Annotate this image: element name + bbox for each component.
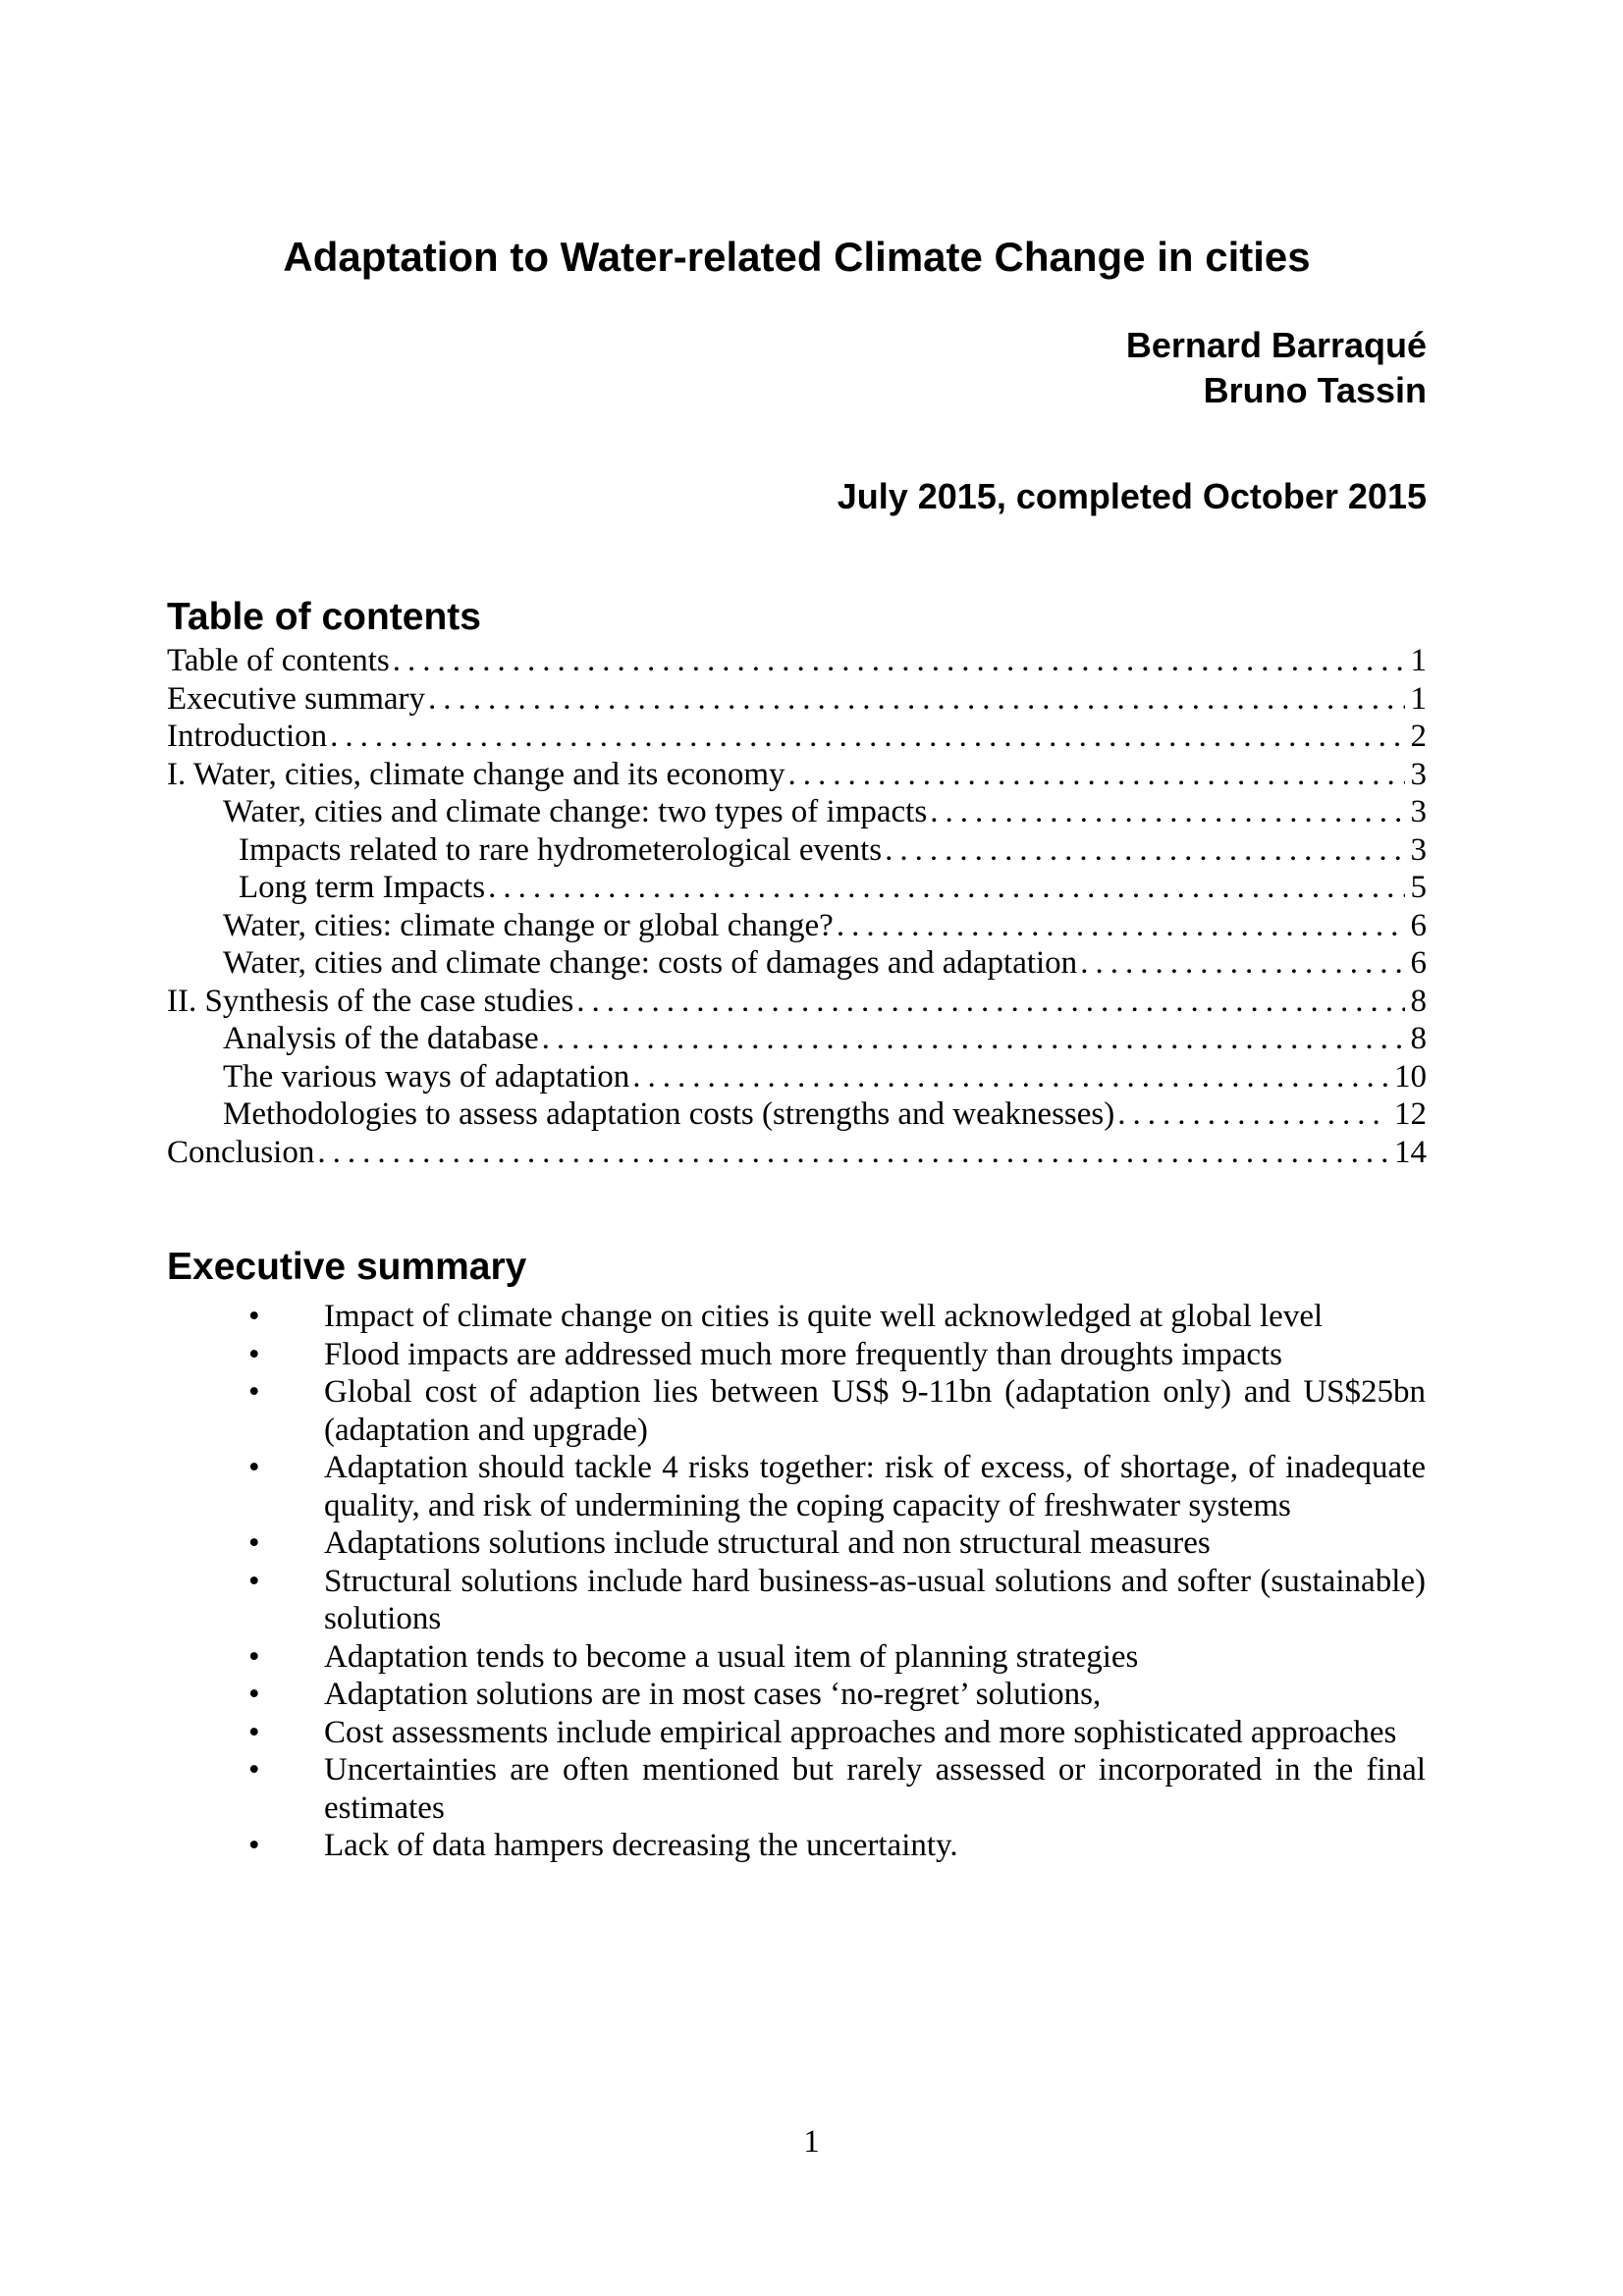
page-number: 1: [803, 2124, 820, 2160]
toc-page-number: 12: [1394, 1096, 1427, 1132]
toc-heading: Table of contents: [167, 596, 481, 638]
toc-entry: [167, 756, 1427, 794]
author-name: Bruno Tassin: [1203, 370, 1427, 410]
toc-leader-dots: [632, 1058, 1388, 1096]
toc-entry-label: Executive summary: [167, 680, 426, 717]
toc-entry-label: Table of contents: [167, 643, 390, 678]
toc-entry-label: II. Synthesis of the case studies: [167, 983, 574, 1019]
toc-leader-dots: [428, 680, 1404, 719]
toc-page-number: 1: [1410, 643, 1427, 678]
author-block: [167, 323, 1427, 413]
toc-entry: [167, 907, 1427, 945]
author-name: Bernard Barraqué: [1125, 325, 1427, 365]
toc-entry: [167, 944, 1427, 983]
bullet-item: • Impact of climate change on cities is quite well acknowledged at global level: [324, 1298, 1426, 1336]
toc-leader-dots: [930, 793, 1404, 831]
toc-entry-label: The various ways of adaptation: [223, 1058, 630, 1095]
toc-leader-dots: [1117, 1095, 1388, 1134]
toc-page-number: 8: [1410, 1021, 1427, 1056]
bullet-item: • Adaptation solutions are in most cases ‘no-regret’ solutions,: [324, 1676, 1426, 1714]
bullet-item: • Flood impacts are addressed much more frequently than droughts impacts: [324, 1336, 1426, 1374]
toc-page-number: 6: [1410, 907, 1427, 943]
toc-entry: [167, 718, 1427, 756]
toc-entry: [167, 1058, 1427, 1096]
toc-page-number: 1: [1410, 680, 1427, 717]
toc-list: [167, 642, 1427, 1171]
document-title: Adaptation to Water-related Climate Change in cities: [283, 234, 1311, 280]
toc-entry-label: Long term Impacts: [239, 870, 486, 905]
toc-entry: [167, 869, 1427, 907]
executive-summary-heading: Executive summary: [167, 1246, 527, 1288]
toc-entry-label: Introduction: [167, 719, 328, 754]
toc-leader-dots: [488, 869, 1404, 907]
executive-summary-bullets: [324, 1298, 1426, 1865]
bullet-item: • Structural solutions include hard business-as-usual solutions and softer (sustainable) solutions: [324, 1563, 1426, 1638]
toc-entry-label: Water, cities: climate change or global change?: [223, 907, 834, 943]
toc-page-number: 3: [1410, 831, 1427, 868]
toc-entry: [167, 793, 1427, 831]
toc-entry-label: Water, cities and climate change: costs of damages and adaptation: [223, 945, 1078, 981]
toc-entry: [167, 680, 1427, 719]
bullet-item: • Global cost of adaption lies between US$ 9-11bn (adaptation only) and US$25bn (adaptation and upgrade): [324, 1373, 1426, 1449]
date-line: July 2015, completed October 2015: [837, 476, 1427, 516]
toc-entry: [167, 831, 1427, 870]
toc-page-number: 2: [1410, 719, 1427, 754]
toc-leader-dots: [542, 1020, 1405, 1058]
bullet-item: • Adaptations solutions include structural and non structural measures: [324, 1524, 1426, 1563]
toc-entry-label: Water, cities and climate change: two types of impacts: [223, 794, 928, 829]
toc-entry-label: Methodologies to assess adaptation costs (strengths and weaknesses): [223, 1096, 1115, 1132]
toc-entry-label: Analysis of the database: [223, 1021, 539, 1056]
toc-page-number: 3: [1410, 794, 1427, 829]
toc-page-number: 10: [1394, 1058, 1427, 1095]
toc-leader-dots: [576, 983, 1404, 1021]
toc-page-number: 8: [1410, 983, 1427, 1019]
bullet-item: • Adaptation should tackle 4 risks together: risk of excess, of shortage, of inadequate quality, and risk of undermining the coping capacity of freshwater systems: [324, 1449, 1426, 1524]
toc-leader-dots: [885, 831, 1404, 870]
toc-entry: [167, 1134, 1427, 1172]
toc-leader-dots: [317, 1134, 1388, 1172]
toc-entry: [167, 983, 1427, 1021]
bullet-item: • Cost assessments include empirical approaches and more sophisticated approaches: [324, 1714, 1426, 1752]
toc-leader-dots: [393, 642, 1405, 680]
toc-page-number: 3: [1410, 756, 1427, 792]
bullet-item: • Adaptation tends to become a usual item of planning strategies: [324, 1638, 1426, 1677]
toc-page-number: 6: [1410, 945, 1427, 981]
toc-entry-label: I. Water, cities, climate change and its economy: [167, 756, 785, 792]
toc-entry-label: Impacts related to rare hydrometerological events: [239, 831, 883, 868]
toc-leader-dots: [1080, 944, 1404, 983]
toc-entry: [167, 642, 1427, 680]
bullet-item: • Lack of data hampers decreasing the uncertainty.: [324, 1827, 1426, 1865]
toc-entry: [167, 1020, 1427, 1058]
bullet-item: • Uncertainties are often mentioned but rarely assessed or incorporated in the final estimates: [324, 1751, 1426, 1827]
toc-page-number: 14: [1394, 1134, 1427, 1170]
toc-entry-label: Conclusion: [167, 1134, 315, 1170]
toc-leader-dots: [837, 907, 1405, 945]
toc-page-number: 5: [1410, 870, 1427, 905]
toc-leader-dots: [330, 718, 1404, 756]
toc-leader-dots: [788, 756, 1405, 794]
toc-entry: [167, 1095, 1427, 1134]
